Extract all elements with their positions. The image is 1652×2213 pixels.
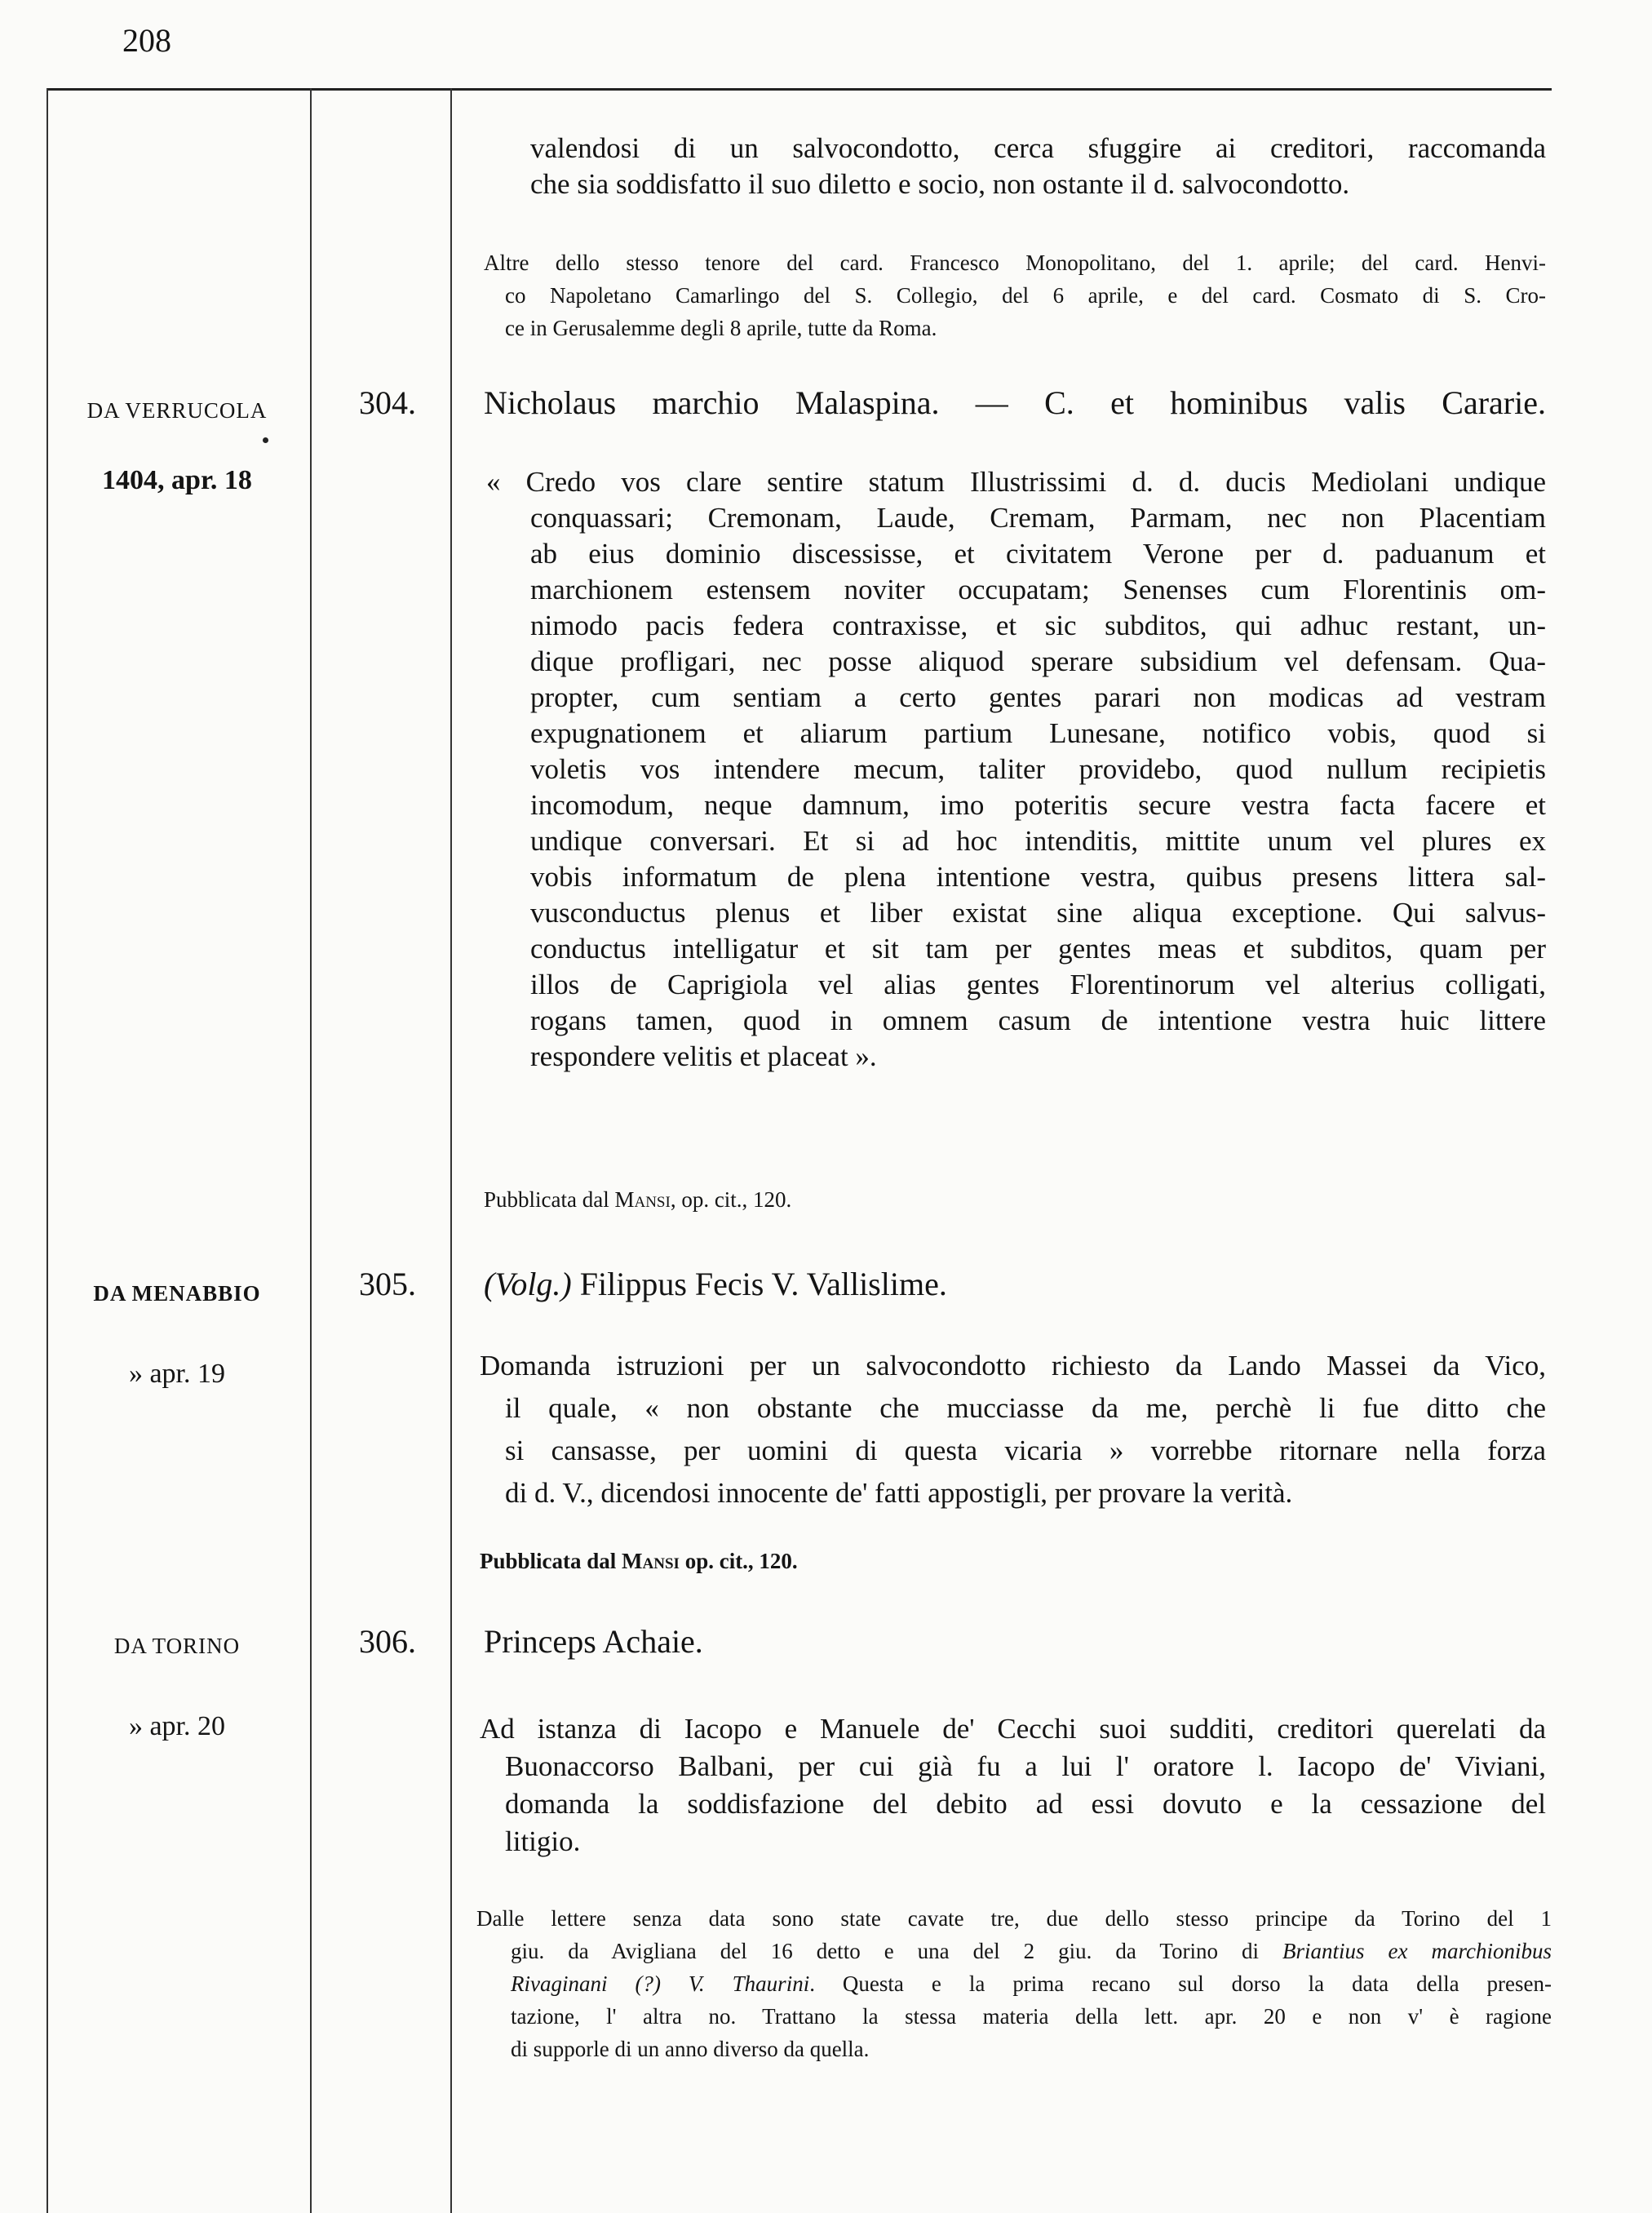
- note-line: di supporle di un anno diverso da quella.: [511, 2037, 870, 2061]
- text-line: ce in Gerusalemme degli 8 aprile, tutte da Roma.: [505, 316, 937, 340]
- entry-date: 1404, apr. 18: [102, 465, 252, 495]
- dot-mark: [263, 437, 268, 443]
- continuation-note: [484, 246, 1546, 344]
- text-line: vobis informatum de plena intentione vestra, quibus presens littera sal-: [530, 861, 1546, 893]
- note-italic: Rivaginani (?) V. Thaurini: [511, 1971, 810, 1996]
- text-line: propter, cum sentiam a certo gentes parari non modicas ad vestram: [530, 681, 1546, 713]
- text-line: respondere velitis et placeat ».: [530, 1040, 877, 1072]
- text-line: undique conversari. Et si ad hoc intenditis, mittite unum vel plures ex: [530, 825, 1546, 857]
- column-rule-right: [450, 88, 452, 2213]
- text-line: conductus intelligatur et sit tam per gentes meas et subditos, quam per: [530, 933, 1546, 965]
- heading-text: Filippus Fecis V. Vallislime.: [571, 1266, 947, 1302]
- note-text: giu. da Avigliana del 16 detto e una del 2 giu. da Torino di: [511, 1939, 1283, 1963]
- note-line: [511, 1967, 1552, 2000]
- note-text: , op. cit., 120.: [670, 1187, 792, 1212]
- text-line: voletis vos intendere mecum, taliter providebo, quod nullum recipietis: [530, 753, 1546, 785]
- entry-number: 305.: [359, 1266, 416, 1302]
- note-italic: Briantius ex marchionibus: [1282, 1939, 1552, 1963]
- page-number: 208: [122, 22, 171, 59]
- entry-date: » apr. 19: [128, 1359, 226, 1389]
- text-line: rogans tamen, quod in omnem casum de intentione vestra huic littere: [530, 1004, 1546, 1036]
- text-line: co Napoletano Camarlingo del S. Collegio, del 6 aprile, e del card. Cosmato di S. Cro-: [505, 283, 1546, 308]
- text-line: vusconductus plenus et liber existat sine aliqua exceptione. Qui salvus-: [530, 897, 1546, 929]
- entry-place: DA MENABBIO: [93, 1281, 261, 1306]
- note-author: Mansi: [614, 1187, 671, 1212]
- column-rule-middle: [310, 88, 312, 2213]
- text-line: ab eius dominio discessisse, et civitatem Verone per d. paduanum et: [530, 538, 1546, 570]
- note-line: tazione, l' altra no. Trattano la stessa materia della lett. apr. 20 e non v' è ragione: [511, 2004, 1552, 2029]
- entry-date: » apr. 20: [128, 1711, 226, 1741]
- text-line: conquassari; Cremonam, Laude, Cremam, Parmam, nec non Placentiam: [530, 502, 1546, 534]
- text-line: di d. V., dicendosi innocente de' fatti appostigli, per provare la verità.: [505, 1477, 1293, 1509]
- text-line: « Credo vos clare sentire statum Illustrissimi d. d. ducis Mediolani undique: [486, 466, 1546, 498]
- text-line: che sia soddisfatto il suo diletto e socio, non ostante il d. salvocondotto.: [530, 168, 1350, 200]
- text-line: dique profligari, nec posse aliquod sperare subsidium vel defensam. Qua-: [530, 645, 1546, 677]
- note-text: . Questa e la prima recano sul dorso la data della presen-: [809, 1971, 1552, 1996]
- entry-number: 304.: [359, 384, 416, 421]
- entry-heading: [484, 1265, 947, 1303]
- entry-place: DA VERRUCOLA: [86, 398, 268, 423]
- text-line: Buonaccorso Balbani, per cui già fu a lui l' oratore l. Iacopo de' Viviani,: [505, 1750, 1546, 1782]
- continuation-text: [530, 131, 1546, 202]
- note-text: Pubblicata dal: [484, 1187, 615, 1212]
- column-rule-left: [47, 88, 48, 2213]
- note-text: Pubblicata dal: [480, 1549, 622, 1573]
- heading-italic: (Volg.): [484, 1266, 572, 1302]
- top-rule: [47, 88, 1552, 91]
- text-line: Domanda istruzioni per un salvocondotto richiesto da Lando Massei da Vico,: [480, 1350, 1546, 1381]
- note-line: Dalle lettere senza data sono state cavate tre, due dello stesso principe da Torino del 1: [476, 1906, 1552, 1931]
- note-line: [511, 1935, 1552, 1967]
- note-author: Mansi: [622, 1549, 680, 1573]
- text-line: il quale, « non obstante che mucciasse da me, perchè li fue ditto che: [505, 1392, 1546, 1424]
- entry-heading: Nicholaus marchio Malaspina. — C. et hominibus valis Cararie.: [484, 384, 1546, 421]
- text-line: domanda la soddisfazione del debito ad essi dovuto e la cessazione del: [505, 1788, 1546, 1820]
- text-line: litigio.: [505, 1825, 581, 1857]
- text-line: si cansasse, per uomini di questa vicaria » vorrebbe ritornare nella forza: [505, 1435, 1546, 1466]
- entry-note: [476, 1902, 1552, 2065]
- text-line: Altre dello stesso tenore del card. Francesco Monopolitano, del 1. aprile; del card. Henvi-: [484, 251, 1546, 275]
- entry-note: [484, 1187, 791, 1213]
- entry-note: [480, 1549, 798, 1574]
- entry-text: [486, 464, 1546, 1075]
- text-line: expugnationem et aliarum partium Lunesane, notifico vobis, quod si: [530, 717, 1546, 749]
- entry-place: DA TORINO: [113, 1634, 241, 1658]
- text-line: marchionem estensem noviter occupatam; Senenses cum Florentinis om-: [530, 574, 1546, 605]
- entry-text: [480, 1345, 1546, 1515]
- note-text: op. cit., 120.: [679, 1549, 798, 1573]
- text-line: valendosi di un salvocondotto, cerca sfuggire ai creditori, raccomanda: [530, 132, 1546, 164]
- text-line: Ad istanza di Iacopo e Manuele de' Cecchi suoi sudditi, creditori querelati da: [480, 1713, 1546, 1745]
- text-line: nimodo pacis federa contraxisse, et sic subditos, qui adhuc restant, un-: [530, 610, 1546, 641]
- entry-number: 306.: [359, 1623, 416, 1660]
- entry-text: [480, 1710, 1546, 1860]
- text-line: illos de Caprigiola vel alias gentes Florentinorum vel alterius colligati,: [530, 969, 1546, 1000]
- text-line: incomodum, neque damnum, imo poteritis secure vestra facta facere et: [530, 789, 1546, 821]
- entry-heading: Princeps Achaie.: [484, 1623, 703, 1660]
